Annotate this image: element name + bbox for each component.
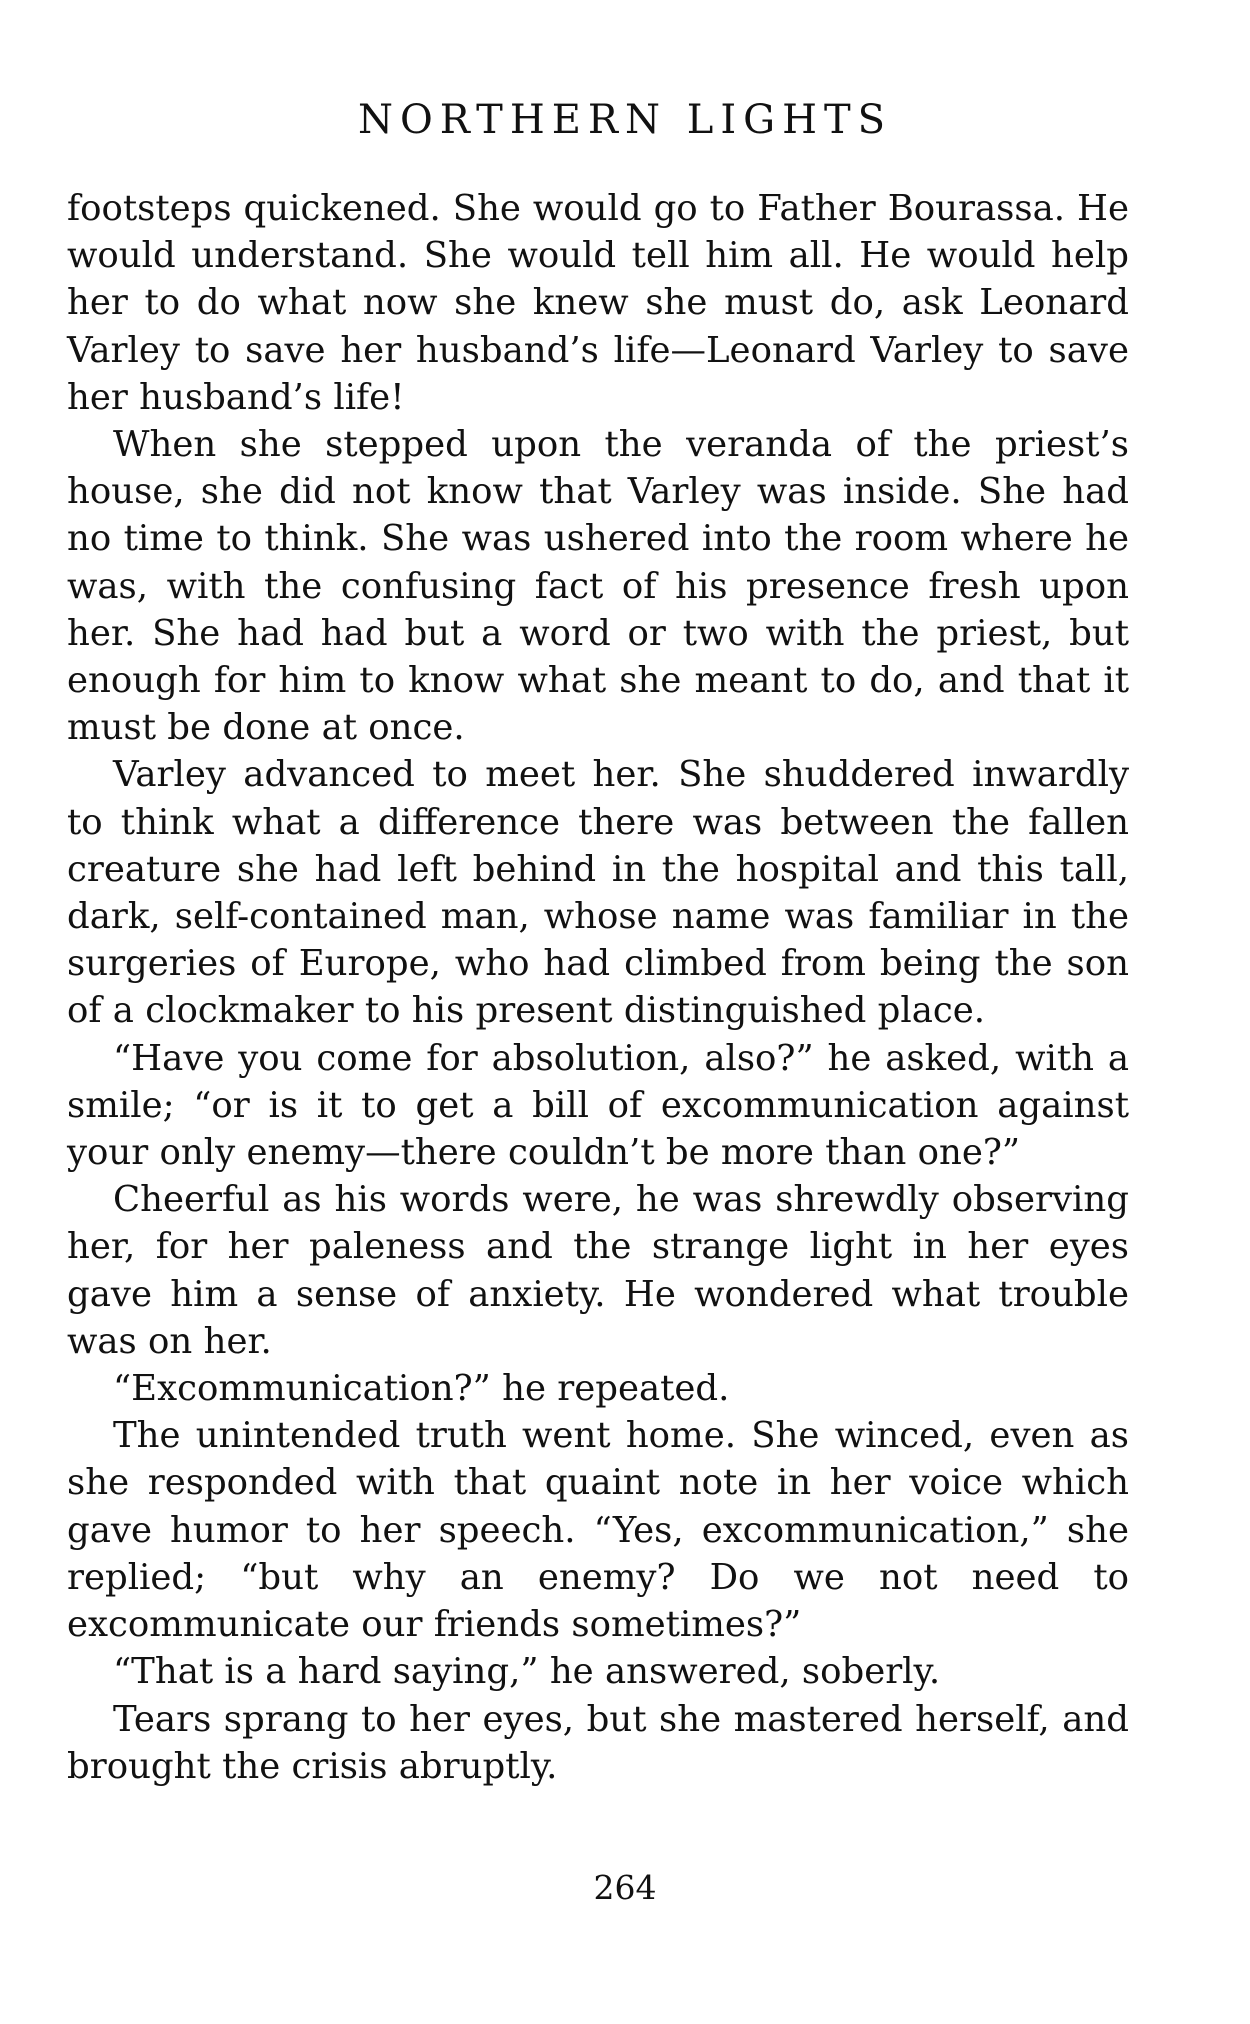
paragraph: Tears sprang to her eyes, but she mastered herself, and brought the crisis abruptly. [67, 1698, 1129, 1787]
paragraph-continued: footsteps quickened. She would go to Father Bourassa. He would understand. She would tell him all. He would help her to do what now she knew she must do, ask Leonard Varley to save her husband’s life—Leonard Varley to save her husband’s life! [67, 188, 1129, 418]
paragraph: “That is a hard saying,” he answered, soberly. [113, 1651, 941, 1693]
paragraph: “Excommunication?” he repeated. [113, 1368, 730, 1410]
paragraph: When she stepped upon the veranda of the priest’s house, she did not know that Varley was inside. She had no time to think. She was ushered into the room where he was, with the confusing fact of his presence fresh upon her. She had had but a word or two with the priest, but enough for him to know what she meant to do, and that it must be done at once. [67, 424, 1129, 749]
paragraph: Cheerful as his words were, he was shrewdly observing her, for her paleness and the strange light in her eyes gave him a sense of anxiety. He wondered what trouble was on her. [67, 1179, 1129, 1362]
running-head: NORTHERN LIGHTS [357, 97, 893, 143]
page-number: 264 [593, 1868, 657, 1907]
paragraph: The unintended truth went home. She winced, even as she responded with that quaint note in her voice which gave humor to her speech. “Yes, excommunication,” she replied; “but why an enemy? Do we not need to excommunicate our friends sometimes?” [67, 1415, 1129, 1646]
body-text [67, 185, 1129, 1790]
paragraph: “Have you come for absolution, also?” he asked, with a smile; “or is it to get a bill of excommunication against your only enemy—there couldn’t be more than one?” [67, 1037, 1129, 1174]
paragraph: Varley advanced to meet her. She shuddered inwardly to think what a difference there was between the fallen creature she had left behind in the hospital and this tall, dark, self-contained man, whose name was familiar in the surgeries of Europe, who had climbed from being the son of a clockmaker to his present distinguished place. [67, 754, 1129, 1032]
